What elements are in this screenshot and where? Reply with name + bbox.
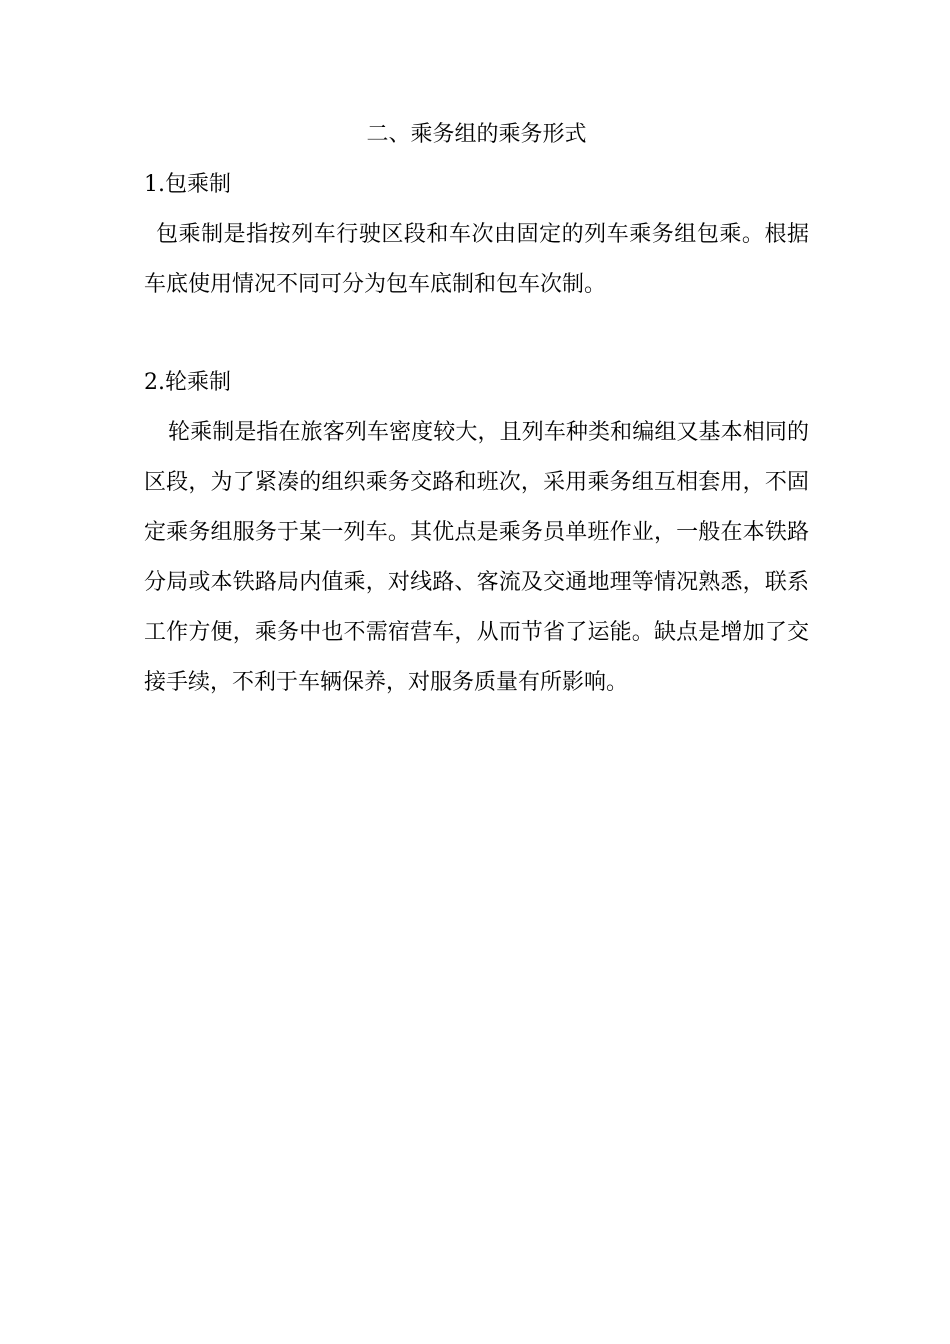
section-2-heading: 2.轮乘制 <box>144 370 231 395</box>
document-title: 二、乘务组的乘务形式 <box>366 122 587 147</box>
section-2 <box>144 358 809 708</box>
section-1-paragraph: 包乘制是指按列车行驶区段和车次由固定的列车乘务组包乘。根据车底使用情况不同可分为包车底制和包车次制。 <box>144 222 809 297</box>
document-body <box>144 110 809 708</box>
section-1-heading: 1.包乘制 <box>144 172 231 197</box>
section-spacer <box>144 310 809 358</box>
section-2-paragraph: 轮乘制是指在旅客列车密度较大，且列车种类和编组又基本相同的区段，为了紧凑的组织乘务交路和班次，采用乘务组互相套用，不固定乘务组服务于某一列车。其优点是乘务员单班作业，一般在本铁路分局或本铁路局内值乘，对线路、客流及交通地理等情况熟悉，联系工作方便，乘务中也不需宿营车，从而节省了运能。缺点是增加了交接手续，不利于车辆保养，对服务质量有所影响。 <box>144 420 809 695</box>
section-1 <box>144 160 809 310</box>
